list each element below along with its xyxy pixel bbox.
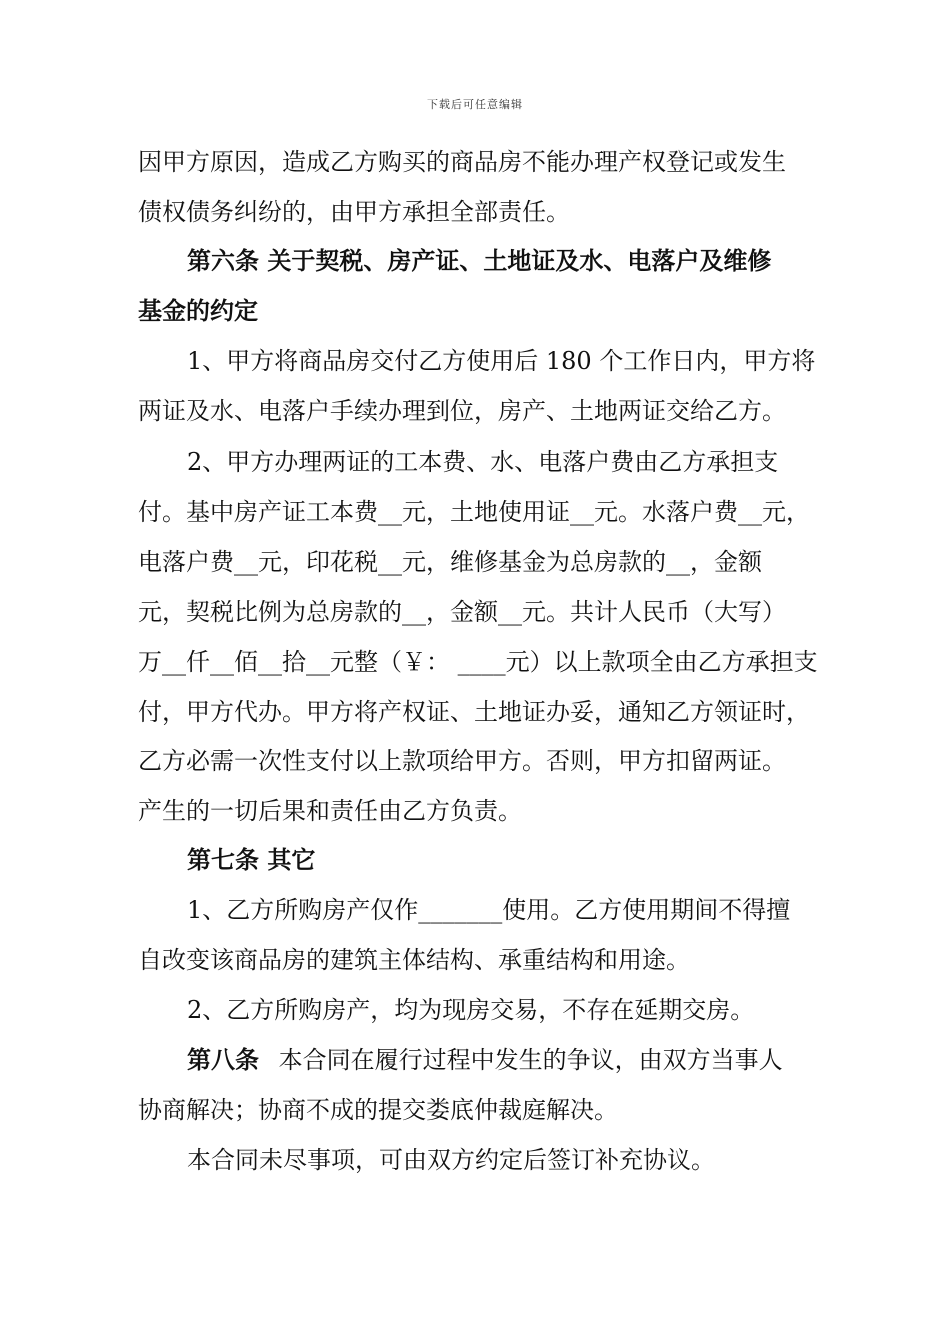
paragraph-line: 万__仟__佰__拾__元整（￥： ____元）以上款项全由乙方承担支 xyxy=(138,648,818,676)
paragraph-line: 协商解决；协商不成的提交娄底仲裁庭解决。 xyxy=(138,1096,618,1124)
page-header: 下载后可任意编辑 xyxy=(427,98,523,111)
paragraph-line: 付。基中房产证工本费__元，土地使用证__元。水落户费__元， xyxy=(138,498,810,526)
clause-6-2: 2、甲方办理两证的工本费、水、电落户费由乙方承担支 xyxy=(187,448,779,476)
paragraph-line: 债权债务纠纷的，由甲方承担全部责任。 xyxy=(138,198,570,226)
paragraph-line: 产生的一切后果和责任由乙方负责。 xyxy=(138,797,522,825)
paragraph-line: 因甲方原因，造成乙方购买的商品房不能办理产权登记或发生 xyxy=(138,148,786,176)
article-8 xyxy=(187,1045,783,1075)
article-7-heading: 第七条 其它 xyxy=(187,846,316,874)
paragraph-line: 元，契税比例为总房款的__，金额__元。共计人民币（大写） xyxy=(138,598,786,626)
article-6-heading: 第六条 关于契税、房产证、土地证及水、电落户及维修 xyxy=(187,247,772,275)
article-6-heading-cont: 基金的约定 xyxy=(138,297,258,325)
closing-paragraph: 本合同未尽事项，可由双方约定后签订补充协议。 xyxy=(187,1146,715,1174)
paragraph-line: 自改变该商品房的建筑主体结构、承重结构和用途。 xyxy=(138,946,690,974)
clause-6-1: 1、甲方将商品房交付乙方使用后 180 个工作日内，甲方将 xyxy=(187,347,816,375)
paragraph-line: 乙方必需一次性支付以上款项给甲方。否则，甲方扣留两证。 xyxy=(138,747,786,775)
clause-7-2: 2、乙方所购房产，均为现房交易，不存在延期交房。 xyxy=(187,996,755,1024)
clause-7-1: 1、乙方所购房产仅作_______使用。乙方使用期间不得擅 xyxy=(187,896,791,924)
paragraph-line: 两证及水、电落户手续办理到位，房产、土地两证交给乙方。 xyxy=(138,397,786,425)
paragraph-line: 付，甲方代办。甲方将产权证、土地证办妥，通知乙方领证时， xyxy=(138,698,810,726)
paragraph-line: 电落户费__元，印花税__元，维修基金为总房款的__，金额 xyxy=(138,548,762,576)
article-8-text: 本合同在履行过程中发生的争议，由双方当事人 xyxy=(278,1046,783,1074)
article-8-label: 第八条 xyxy=(187,1046,259,1074)
